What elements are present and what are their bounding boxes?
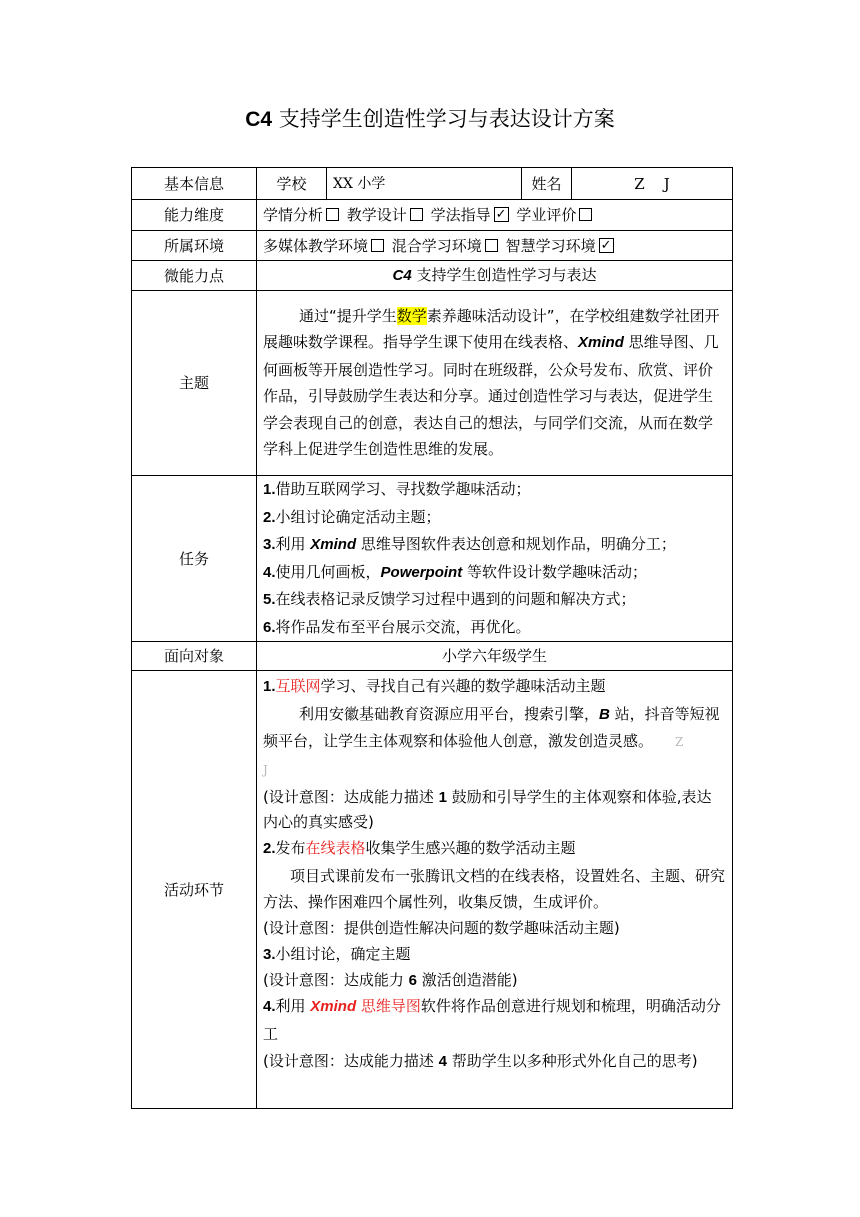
activity-step-2-detail: 项目式课前发布一张腾讯文档的在线表格，设置姓名、主题、研究方法、操作困难四个属性列，收集反馈，生成评价。 [263,866,726,911]
target-value: 小学六年级学生 [257,642,733,671]
activity-step-4: 4.利用 Xmind 思维导图软件将作品创意进行规划和梳理，明确活动分工 [263,997,721,1043]
checkbox-empty-icon[interactable] [579,208,592,221]
activity-label: 活动环节 [132,671,257,1109]
row-basic-info [132,168,733,200]
checkbox-checked-icon[interactable] [494,207,509,222]
task-item-4: 4.使用几何画板，Powerpoint 等软件设计数学趣味活动； [263,562,647,581]
ability-label: 能力维度 [132,200,257,231]
activity-intent-4: (设计意图：达成能力描述 4 帮助学生以多种形式外化自己的思考) [263,1052,698,1070]
row-activity [132,671,733,1109]
theme-paragraph: 通过“提升学生数学素养趣味活动设计”，在学校组建数学社团开展趣味数学课程。指导学生课下使用在线表格、Xmind 思维导图、几何画板等开展创造性学习。同时在班级群，公众号发布、欣赏、评价作品，引导鼓励学生表达和分享。通过创造性学习与表达，促进学生学会表现自己的创意，表达自己的想法，与同学们交流，从而在数学学科上促进学生创造性思维的发展。 [263,306,720,458]
name-label: 姓名 [522,168,572,200]
highlight-text: 数学 [396,306,427,325]
activity-step-1-detail: 利用安徽基础教育资源应用平台，搜索引擎，B 站，抖音等短视频平台，让学生主体观察和体验他人创意，激发创造灵感。 Z J [263,704,720,777]
activity-intent-3: (设计意图：达成能力 6 激活创造潜能) [263,971,518,989]
ability-option-3: 学业评价 [516,206,577,224]
activity-intent-2: (设计意图：提供创造性解决问题的数学趣味活动主题) [263,918,620,937]
design-plan-table [131,167,733,1109]
task-item-2: 2.小组讨论确定活动主题； [263,507,441,526]
environment-options [257,231,733,261]
checkbox-checked-icon[interactable] [599,238,614,253]
name-value: Z J [572,168,733,200]
school-label: 学校 [257,168,327,200]
school-value: XX 小学 [327,168,522,200]
ability-option-0: 学情分析 [263,206,324,224]
row-ability [132,200,733,231]
ability-options [257,200,733,231]
task-item-5: 5.在线表格记录反馈学习过程中遇到的问题和解决方式； [263,590,636,608]
activity-step-3: 3.小组讨论，确定主题 [263,944,411,963]
env-option-2: 智慧学习环境 [505,236,596,255]
task-label: 任务 [132,476,257,642]
task-list [257,476,733,642]
row-task [132,476,733,642]
activity-intent-1: (设计意图：达成能力描述 1 鼓励和引导学生的主体观察和体验,表达内心的真实感受) [263,788,712,831]
row-micro-ability [132,261,733,291]
checkbox-empty-icon[interactable] [410,208,423,221]
row-target [132,642,733,671]
watermark-text: Z J [263,735,702,777]
row-environment [132,231,733,261]
checkbox-empty-icon[interactable] [371,239,384,252]
activity-content [257,671,733,1109]
basic-info-label: 基本信息 [132,168,257,200]
checkbox-empty-icon[interactable] [485,239,498,252]
task-item-3: 3.利用 Xmind 思维导图软件表达创意和规划作品，明确分工； [263,535,676,553]
theme-content [257,291,733,476]
env-option-0: 多媒体教学环境 [263,236,369,255]
checkbox-empty-icon[interactable] [326,208,339,221]
theme-label: 主题 [132,291,257,476]
activity-step-1: 1.互联网学习、寻找自己有兴趣的数学趣味活动主题 [263,677,606,695]
page-title: C4 支持学生创造性学习与表达设计方案 [245,107,615,131]
environment-label: 所属环境 [132,231,257,261]
ability-option-2: 学法指导 [430,206,491,224]
task-item-6: 6.将作品发布至平台展示交流，再优化。 [263,617,531,636]
micro-ability-value: C4 支持学生创造性学习与表达 [257,261,733,291]
target-label: 面向对象 [132,642,257,671]
ability-option-1: 教学设计 [346,206,407,224]
task-item-1: 1.借助互联网学习、寻找数学趣味活动； [263,480,531,498]
activity-step-2: 2.发布在线表格收集学生感兴趣的数学活动主题 [263,839,576,857]
micro-ability-label: 微能力点 [132,261,257,291]
env-option-1: 混合学习环境 [391,236,482,255]
row-theme [132,291,733,476]
